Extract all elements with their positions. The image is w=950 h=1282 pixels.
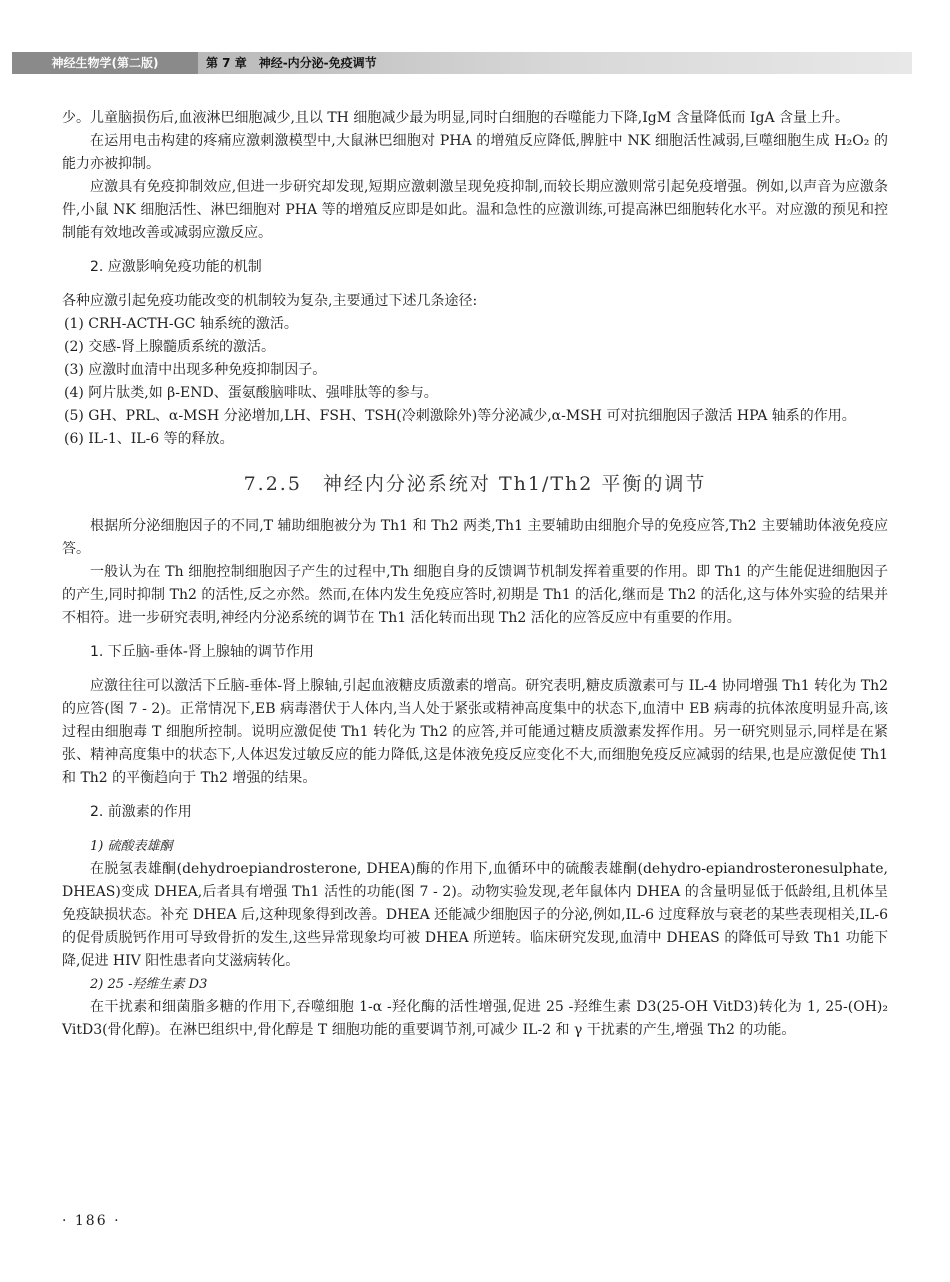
list-item: (3) 应激时血清中出现多种免疫抑制因子。 <box>64 362 327 378</box>
running-header-book-title: 神经生物学(第二版) <box>12 52 198 74</box>
list-item: (6) IL-1、IL-6 等的释放。 <box>64 431 234 447</box>
paragraph: 根据所分泌细胞因子的不同,T 辅助细胞被分为 Th1 和 Th2 两类,Th1 主要辅助由细胞介导的免疫应答,Th2 主要辅助体液免疫应答。 <box>62 518 888 557</box>
list-item: (4) 阿片肽类,如 β-END、蛋氨酸脑啡呔、强啡肽等的参与。 <box>64 385 438 401</box>
paragraph: 在运用电击构建的疼痛应激刺激模型中,大鼠淋巴细胞对 PHA 的增殖反应降低,脾脏中 NK 细胞活性减弱,巨噬细胞生成 H₂O₂ 的能力亦被抑制。 <box>62 133 888 172</box>
subsection-heading: 2. 前激素的作用 <box>90 804 192 820</box>
paragraph: 应激往往可以激活下丘脑-垂体-肾上腺轴,引起血液糖皮质激素的增高。研究表明,糖皮质激素可与 IL-4 协同增强 Th1 转化为 Th2 的应答(图 7 - 2)。正常情况下,EB 病毒潜伏于人体内,当人处于紧张或精神高度集中的状态下,血清中 EB 病毒的抗体浓度明显升高,该过程由细胞毒 T 细胞所控制。说明应激促使 Th1 转化为 Th2 的应答,并可能通过糖皮质激素发挥作用。另一研究则显示,同样是在紧张、精神高度集中的状态下,人体迟发过敏反应的能力降低,这是体液免疫反应变化不大,而细胞免疫反应减弱的结果,也是应激促使 Th1 和 Th2 的平衡趋向于 Th2 增强的结果。 <box>62 678 888 786</box>
list-item: (2) 交感-肾上腺髓质系统的激活。 <box>64 339 276 355</box>
list-item: (1) CRH-ACTH-GC 轴系统的激活。 <box>64 316 298 332</box>
subsubsection-heading: 2) 25 -羟维生素 D3 <box>90 977 208 992</box>
page-number: · 186 · <box>62 1213 121 1229</box>
paragraph: 一般认为在 Th 细胞控制细胞因子产生的过程中,Th 细胞自身的反馈调节机制发挥着重要的作用。即 Th1 的产生能促进细胞因子的产生,同时抑制 Th2 的活性,反之亦然。然而,在体内发生免疫应答时,初期是 Th1 的活化,继而是 Th2 的活化,这与体外实验的结果并不相符。进一步研究表明,神经内分泌系统的调节在 Th1 活化转而出现 Th2 活化的应答反应中有重要的作用。 <box>62 564 888 626</box>
running-header-chapter: 第 7 章 神经-内分泌-免疫调节 <box>206 56 377 70</box>
mechanism-list <box>62 313 888 451</box>
subsection-heading: 2. 应激影响免疫功能的机制 <box>90 259 262 275</box>
page-body <box>62 107 888 1042</box>
list-item: (5) GH、PRL、α-MSH 分泌增加,LH、FSH、TSH(冷刺激除外)等分泌减少,α-MSH 可对抗细胞因子激活 HPA 轴系的作用。 <box>64 408 856 424</box>
paragraph: 在脱氢表雄酮(dehydroepiandrosterone, DHEA)酶的作用下,血循环中的硫酸表雄酮(dehydro-epiandrosteronesulphate, DHEAS)变成 DHEA,后者具有增强 Th1 活性的功能(图 7 - 2)。动物实验发现,老年鼠体内 DHEA 的含量明显低于低龄组,且机体呈免疫缺损状态。补充 DHEA 后,这种现象得到改善。DHEA 还能减少细胞因子的分泌,例如,IL-6 过度释放与衰老的某些表现相关,IL-6 的促骨质脱钙作用可导致骨折的发生,这些异常现象均可被 DHEA 所逆转。临床研究发现,血清中 DHEAS 的降低可导致 Th1 功能下降,促进 HIV 阳性患者向艾滋病转化。 <box>62 861 888 969</box>
paragraph: 各种应激引起免疫功能改变的机制较为复杂,主要通过下述几条途径: <box>62 293 478 309</box>
subsubsection-heading: 1) 硫酸表雄酮 <box>90 839 173 854</box>
paragraph-continued: 少。儿童脑损伤后,血液淋巴细胞减少,且以 TH 细胞减少最为明显,同时白细胞的吞噬能力下降,IgM 含量降低而 IgA 含量上升。 <box>62 110 850 126</box>
subsection-heading: 1. 下丘脑-垂体-肾上腺轴的调节作用 <box>90 644 314 660</box>
paragraph: 应激具有免疫抑制效应,但进一步研究却发现,短期应激刺激呈现免疫抑制,而较长期应激则常引起免疫增强。例如,以声音为应激条件,小鼠 NK 细胞活性、淋巴细胞对 PHA 等的增殖反应即是如此。温和急性的应激训练,可提高淋巴细胞转化水平。对应激的预见和控制能有效地改善或减弱应激反应。 <box>62 179 888 241</box>
paragraph: 在干扰素和细菌脂多糖的作用下,吞噬细胞 1-α -羟化酶的活性增强,促进 25 -羟维生素 D3(25-OH VitD3)转化为 1, 25-(OH)₂ VitD3(骨化醇)。在淋巴组织中,骨化醇是 T 细胞功能的重要调节剂,可减少 IL-2 和 γ 干扰素的产生,增强 Th2 的功能。 <box>62 999 888 1038</box>
section-heading: 7.2.5 神经内分泌系统对 Th1/Th2 平衡的调节 <box>243 473 707 495</box>
